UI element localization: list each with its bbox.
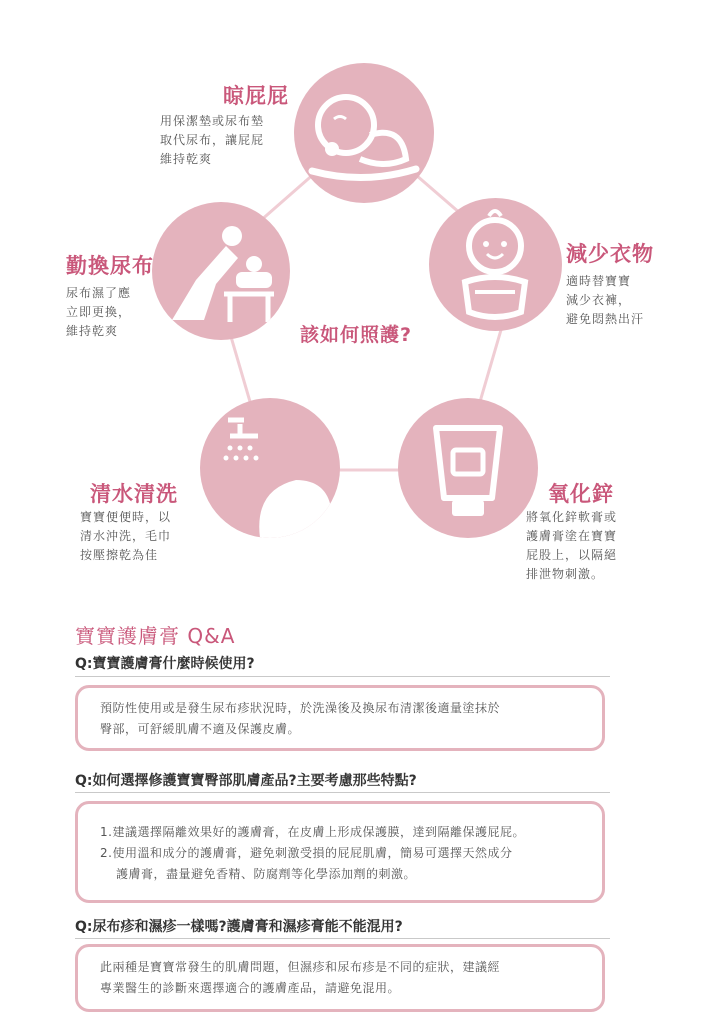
question-2-rule: [75, 792, 610, 793]
center-question: 該如何照護?: [300, 324, 413, 346]
answer-2-box: [75, 801, 605, 903]
care-desc-3: 將氧化鋅軟膏或 護膚膏塗在寶寶 屁股上，以隔絕 排泄物刺激。: [526, 510, 618, 581]
baby-circle: [429, 198, 562, 331]
cream-tube-circle: [398, 398, 538, 538]
answer-3-line-1: 此兩種是寶寶常發生的肌膚問題，但濕疹和尿布疹是不同的症狀，建議經: [100, 960, 501, 974]
care-title-1: 晾屁屁: [223, 84, 289, 108]
care-title-4: 清水清洗: [90, 482, 178, 506]
question-3-rule: [75, 938, 610, 939]
cream-tube-icon: [398, 398, 538, 538]
question-2: Q:如何選擇修護寶寶臀部肌膚產品?主要考慮那些特點?: [75, 773, 417, 789]
question-1: Q:寶寶護膚膏什麼時候使用?: [75, 656, 255, 672]
answer-3-box: [75, 944, 605, 1012]
answer-2-line-1: 1.建議選擇隔離效果好的護膚膏，在皮膚上形成保護膜，達到隔離保護屁屁。: [100, 825, 525, 839]
care-desc-2: 適時替寶寶 減少衣褲， 避免悶熱出汗: [566, 274, 645, 326]
care-desc-1: 用保潔墊或尿布墊 取代尿布，讓屁屁 維持乾爽: [160, 114, 265, 166]
question-1-rule: [75, 676, 610, 677]
care-title-3: 氧化鋅: [548, 482, 614, 506]
care-title-5: 勤換尿布: [66, 254, 154, 278]
sleeping-baby-circle: [294, 63, 434, 203]
care-desc-5: 尿布濕了應 立即更換， 維持乾爽: [66, 286, 132, 338]
sleeping-baby-icon: [294, 63, 434, 203]
answer-1-line-2: 臀部，可舒緩肌膚不適及保護皮膚。: [100, 722, 301, 736]
diaper-change-icon: [152, 202, 290, 340]
question-3: Q:尿布疹和濕疹一樣嗎?護膚膏和濕疹膏能不能混用?: [75, 919, 403, 935]
shower-circle: [200, 398, 340, 538]
answer-1-line-1: 預防性使用或是發生尿布疹狀況時，於洗澡後及換尿布清潔後適量塗抹於: [100, 701, 501, 715]
care-title-2: 減少衣物: [566, 242, 654, 266]
shower-icon: [200, 398, 340, 538]
diaper-change-circle: [152, 202, 290, 340]
baby-icon: [429, 198, 562, 331]
care-desc-4: 寶寶便便時，以 清水沖洗，毛巾 按壓擦乾為佳: [80, 510, 172, 562]
qa-title: 寶寶護膚膏 Q&A: [75, 624, 236, 648]
answer-3-line-2: 專業醫生的診斷來選擇適合的護膚產品，請避免混用。: [100, 981, 401, 995]
answer-2-line-2: 2.使用溫和成分的護膚膏，避免刺激受損的屁屁肌膚，簡易可選擇天然成分: [100, 846, 513, 860]
answer-1-box: [75, 685, 605, 751]
answer-2-line-3: 護膚膏，盡量避免香精、防腐劑等化學添加劑的刺激。: [116, 867, 417, 881]
